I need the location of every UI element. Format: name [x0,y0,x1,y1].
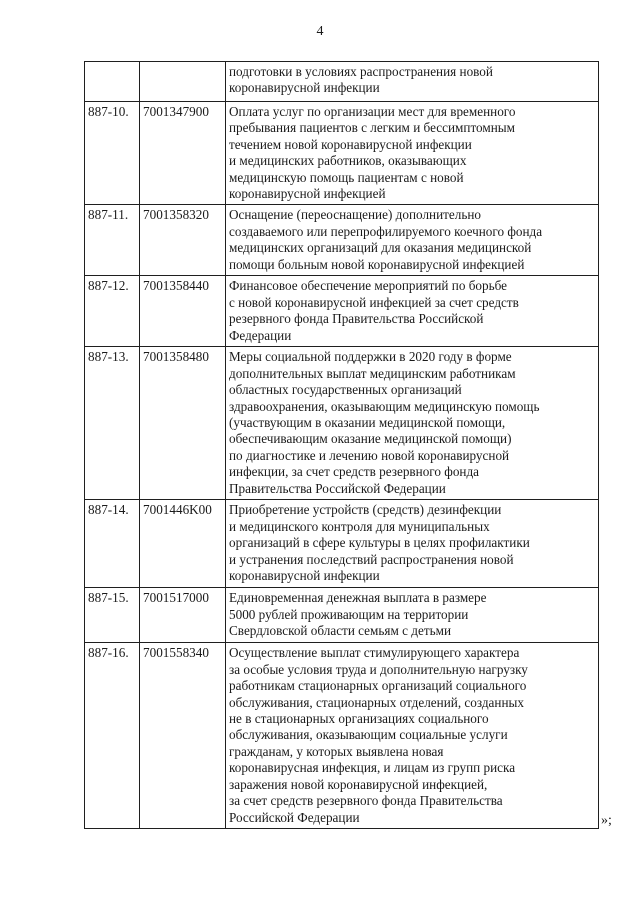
table-row [85,347,599,500]
row-code: 887-13. [85,347,140,500]
row-number: 7001358320 [140,205,226,276]
row-code: 887-10. [85,102,140,205]
row-number: 7001358480 [140,347,226,500]
closing-quote-mark: »; [601,813,612,828]
row-number: 7001358440 [140,276,226,347]
table-row [85,500,599,588]
table-row [85,102,599,205]
table-row [85,205,599,276]
row-description: Меры социальной поддержки в 2020 году в форме дополнительных выплат медицинским работникам областных государственных организаций здравоохранения, оказывающим медицинскую помощь (участвующим в оказании медицинской помощи, обеспечивающим оказание медицинской помощи) по диагностике и лечению новой коронавирусной инфекции, за счет средств резервного фонда Правительства Российской Федерации [226,347,599,500]
row-description: Финансовое обеспечение мероприятий по борьбе с новой коронавирусной инфекцией за счет средств резервного фонда Правительства Российской Федерации [226,276,599,347]
row-description: Приобретение устройств (средств) дезинфекции и медицинского контроля для муниципальных организаций в сфере культуры в целях профилактики и устранения последствий распространения новой коронавирусной инфекции [226,500,599,588]
row-code [85,62,140,102]
row-number [140,62,226,102]
row-number: 7001347900 [140,102,226,205]
row-code: 887-12. [85,276,140,347]
row-code: 887-14. [85,500,140,588]
page-number: 4 [316,24,324,39]
row-description: Единовременная денежная выплата в размере 5000 рублей проживающим на территории Свердловской области семьям с детьми [226,588,599,643]
row-code: 887-15. [85,588,140,643]
row-code: 887-11. [85,205,140,276]
table-row [85,643,599,828]
row-description: Оплата услуг по организации мест для временного пребывания пациентов с легким и бессимптомным течением новой коронавирусной инфекции и медицинских работников, оказывающих медицинскую помощь пациентам с новой коронавирусной инфекцией [226,102,599,205]
row-description: Оснащение (переоснащение) дополнительно создаваемого или перепрофилируемого коечного фонда медицинских организаций для оказания медицинской помощи больным новой коронавирусной инфекцией [226,205,599,276]
row-number: 7001558340 [140,643,226,828]
budget-table [84,61,599,829]
row-code: 887-16. [85,643,140,828]
table-row [85,276,599,347]
row-number: 7001446K00 [140,500,226,588]
table-row [85,588,599,643]
table-row [85,62,599,102]
row-description: подготовки в условиях распространения новой коронавирусной инфекции [226,62,599,102]
row-number: 7001517000 [140,588,226,643]
row-description: Осуществление выплат стимулирующего характера за особые условия труда и дополнительную нагрузку работникам стационарных организаций социального обслуживания, стационарных отделений, созданных не в стационарных организациях социального обслуживания, оказывающим социальные услуги гражданам, у которых выявлена новая коронавирусная инфекция, и лицам из групп риска заражения новой коронавирусной инфекцией, за счет средств резервного фонда Правительства Российской Федерации [226,643,599,828]
